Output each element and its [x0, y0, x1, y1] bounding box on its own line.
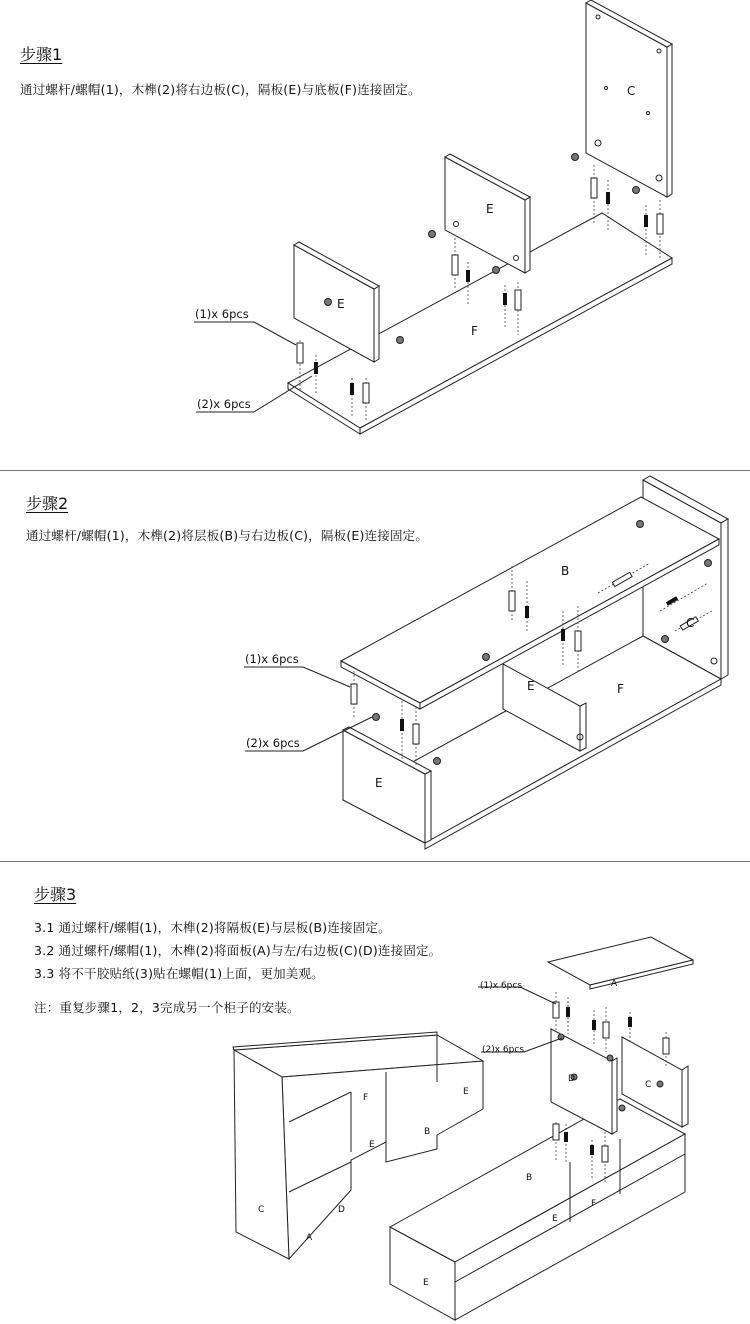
step2-description: 通过螺杆/螺帽(1)，木榫(2)将层板(B)与右边板(C)，隔板(E)连接固定。 — [26, 528, 429, 543]
step1-title: 步骤1 — [20, 45, 63, 64]
label-left-b: B — [424, 1127, 431, 1137]
step1-diagram — [0, 0, 750, 470]
step2-title: 步骤2 — [26, 494, 69, 513]
step3-diagram — [0, 862, 750, 1324]
label-left-c: C — [258, 1205, 265, 1215]
callout-screw-text: (1)x 6pcs — [195, 307, 249, 321]
callout-screw-text: (1)x 6pcs — [245, 652, 299, 666]
label-right-e-front: E — [423, 1278, 429, 1288]
label-e-front: E — [375, 776, 383, 790]
label-e-front: E — [337, 297, 345, 311]
callout-leader-screw — [254, 322, 296, 345]
step3-line-3: 3.3 将不干胶贴纸(3)贴在螺帽(1)上面，更加美观。 — [34, 966, 324, 981]
label-f: F — [471, 324, 478, 338]
label-f: F — [617, 682, 624, 696]
label-e-middle: E — [527, 679, 535, 693]
label-right-c: C — [645, 1080, 652, 1090]
label-left-a: A — [306, 1233, 313, 1243]
label-c: C — [686, 616, 695, 630]
callout-dowel-text: (2)x 6pcs — [482, 1045, 525, 1055]
step3-line-1: 3.1 通过螺杆/螺帽(1)，木榫(2)将隔板(E)与层板(B)连接固定。 — [34, 920, 391, 935]
callout-leader-screw — [303, 667, 350, 687]
label-left-f: F — [363, 1093, 369, 1103]
label-left-e-top: E — [463, 1087, 469, 1097]
panel-a-exploded — [548, 937, 693, 989]
panel-d-exploded — [551, 1029, 617, 1134]
step2-diagram — [0, 471, 750, 861]
step2-section — [0, 471, 750, 861]
label-right-e-mid: E — [552, 1214, 558, 1224]
callout-leader-screw — [520, 987, 556, 1004]
label-b: B — [561, 564, 570, 578]
label-left-e-mid: E — [369, 1140, 375, 1150]
callout-dowel-text: (2)x 6pcs — [197, 397, 251, 411]
step1-section — [0, 0, 750, 470]
label-e-middle: E — [486, 202, 494, 216]
step1-description: 通过螺杆/螺帽(1)，木榫(2)将右边板(C)，隔板(E)与底板(F)连接固定。 — [20, 82, 421, 97]
step3-note: 注：重复步骤1，2，3完成另一个柜子的安装。 — [34, 1000, 300, 1015]
label-left-d: D — [338, 1205, 345, 1215]
step3-section — [0, 862, 750, 1324]
callout-dowel-text: (2)x 6pcs — [246, 736, 300, 750]
step3-line-2: 3.2 通过螺杆/螺帽(1)，木榫(2)将面板(A)与左/右边板(C)(D)连接固定。 — [34, 943, 442, 958]
label-right-b: B — [526, 1173, 533, 1183]
label-right-f: F — [591, 1199, 597, 1209]
panel-c — [586, 0, 672, 197]
callout-screw-text: (1)x 6pcs — [480, 981, 523, 991]
label-right-a: A — [611, 979, 618, 989]
step3-title: 步骤3 — [34, 885, 77, 904]
label-right-d: D — [568, 1074, 575, 1084]
label-c: C — [627, 84, 636, 98]
